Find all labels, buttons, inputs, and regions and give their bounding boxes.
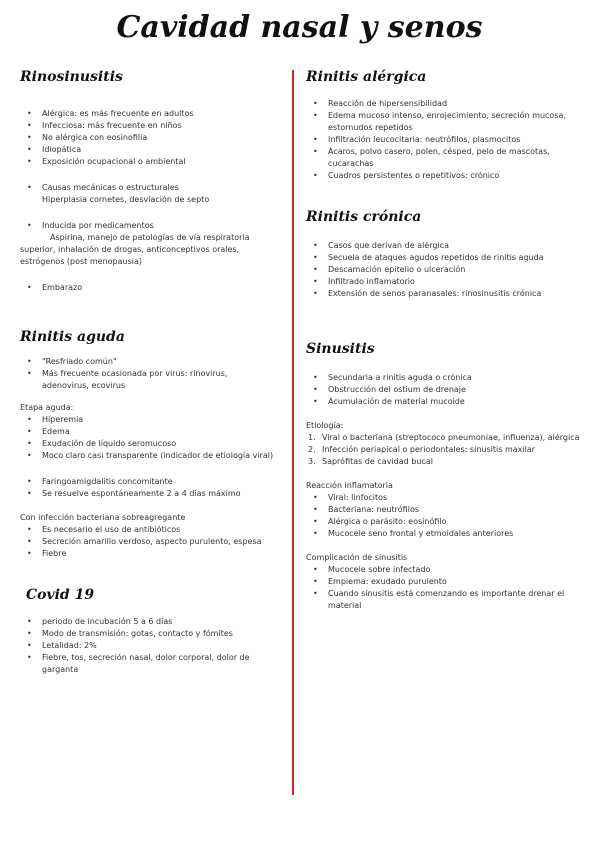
bacterial-label: Con infección bacteriana sobreagregante (20, 513, 186, 522)
item-text: Saprófitas de cavidad bucal (322, 457, 433, 466)
cronica-list (306, 240, 586, 300)
section-rinitis-cronica (306, 208, 586, 300)
section-rinitis-aguda (20, 328, 275, 560)
list-item (306, 444, 586, 456)
list-item: • Alérgica o parásito: eosinófilo (306, 516, 586, 528)
list-item: • Ácaros, polvo casero, polen, césped, pelo de mascotas, cucarachas (306, 146, 586, 170)
pregnancy-list (20, 282, 275, 294)
list-item: • Descamación epitelio o ulceración (306, 264, 586, 276)
list-item: • Casos que derivan de alérgica (306, 240, 586, 252)
item-number: 1. (308, 433, 316, 442)
sinusitis-list (306, 372, 586, 408)
list-item: • Embarazo (20, 282, 275, 294)
list-item: • Faringoamigdalitis concomitante (20, 476, 275, 488)
list-item: • Se resuelve espontáneamente 2 a 4 días máximo (20, 488, 275, 500)
list-item: • Exudación de líquido seromucoso (20, 438, 275, 450)
list-item: • Fiebre (20, 548, 275, 560)
mechanical-causes-detail: Hiperplasia cornetes, desviación de septo (42, 195, 210, 204)
section-rinosinusitis (20, 68, 275, 294)
alergica-list (306, 98, 586, 182)
list-item: • "Resfriado común" (20, 356, 275, 368)
heading-rinitis-cronica: Rinitis crónica (306, 209, 422, 225)
item-text: Viral o bacteriana (streptococo pneumoniae, influenza), alérgica (322, 433, 580, 442)
inflammatory-label: Reacción inflamatoria (306, 481, 393, 490)
aguda-list (20, 356, 275, 392)
list-item: • Letalidad: 2% (20, 640, 275, 652)
covid-list (20, 616, 275, 676)
left-column (20, 68, 275, 676)
list-item: • Cuando sinusitis está comenzando es importante drenar el material (306, 588, 586, 612)
list-item: • No alérgica con eosinofilia (20, 132, 275, 144)
heading-rinosinusitis: Rinosinusitis (20, 69, 123, 85)
list-item: • Acumulación de material mucoide (306, 396, 586, 408)
list-item: • Empiema: exudado purulento (306, 576, 586, 588)
stage-label: Etapa aguda: (20, 403, 74, 412)
list-item (306, 432, 586, 444)
list-item: • Infiltración leucocitaria: neutrófilos, plasmocitos (306, 134, 586, 146)
list-item: • Reacción de hipersensibilidad (306, 98, 586, 110)
inflammatory-list (306, 492, 586, 540)
list-item: • Causas mecánicas o estructurales (20, 182, 275, 194)
list-item: • Es necesario el uso de antibióticos (20, 524, 275, 536)
list-item: • Infecciosa: más frecuente en niños (20, 120, 275, 132)
column-divider (292, 70, 294, 795)
stage-list (20, 414, 275, 462)
aguda-extra-list (20, 476, 275, 500)
rinosinusitis-list (20, 108, 275, 168)
complication-list (306, 564, 586, 612)
complication-label: Complicación de sinusitis (306, 553, 408, 562)
list-item: • Moco claro casi transparente (indicador de etiología viral) (20, 450, 275, 462)
list-item: • Hiperemia (20, 414, 275, 426)
drug-induced-list (20, 220, 275, 232)
heading-rinitis-aguda: Rinitis aguda (20, 329, 125, 345)
list-item: • Secreción amarillo verdoso, aspecto purulento, espesa (20, 536, 275, 548)
heading-rinitis-alergica: Rinitis alérgica (306, 69, 427, 85)
section-rinitis-alergica (306, 68, 586, 182)
list-item: • Idiopática (20, 144, 275, 156)
list-item: • Edema (20, 426, 275, 438)
bacterial-list (20, 524, 275, 560)
etiology-list (306, 432, 586, 468)
page-title: Cavidad nasal y senos (116, 10, 483, 45)
list-item (306, 456, 586, 468)
list-item: • Bacteriana: neutrófilos (306, 504, 586, 516)
item-number: 3. (308, 457, 316, 466)
list-item: • Cuadros persistentes o repetitivos: crónico (306, 170, 586, 182)
etiology-label: Etiología: (306, 421, 344, 430)
list-item: • Edema mucoso intenso, enrojecimiento, secreción mucosa, estornudos repetidos (306, 110, 586, 134)
list-item: • Secundaria a rinitis aguda o crónica (306, 372, 586, 384)
list-item: • Modo de transmisión: gotas, contacto y fómites (20, 628, 275, 640)
section-covid (20, 586, 275, 676)
list-item: • Mucocele sobre infectado (306, 564, 586, 576)
list-item: • Extensión de senos paranasales: rinosinusitis crónica (306, 288, 586, 300)
list-item: • Secuela de ataques agudos repetidos de rinitis aguda (306, 252, 586, 264)
right-column (306, 68, 586, 612)
drug-induced-detail: Aspirina, manejo de patologías de vía respiratoria superior, inhalación de drogas, anticonceptivos orales, estrógenos (post menopausia) (20, 233, 250, 266)
section-sinusitis (306, 340, 586, 612)
list-item: • Obstrucción del ostium de drenaje (306, 384, 586, 396)
heading-covid: Covid 19 (26, 587, 95, 603)
list-item: • Mucocele seno frontal y etmoidales anteriores (306, 528, 586, 540)
item-number: 2. (308, 445, 316, 454)
list-item: • Infiltrado inflamatorio (306, 276, 586, 288)
list-item: • periodo de incubación 5 a 6 días (20, 616, 275, 628)
list-item: • Exposición ocupacional o ambiental (20, 156, 275, 168)
heading-sinusitis: Sinusitis (306, 341, 375, 357)
list-item: • Inducida por medicamentos (20, 220, 275, 232)
list-item: • Alérgica: es más frecuente en adultos (20, 108, 275, 120)
mechanical-causes-list (20, 182, 275, 194)
list-item: • Más frecuente ocasionada por virus: rinovirus, adenovirus, ecovirus (20, 368, 275, 392)
list-item: • Fiebre, tos, secreción nasal, dolor corporal, dolor de garganta (20, 652, 275, 676)
list-item: • Viral: linfocitos (306, 492, 586, 504)
item-text: Infección periapical o periodontales: sinusitis maxilar (322, 445, 536, 454)
